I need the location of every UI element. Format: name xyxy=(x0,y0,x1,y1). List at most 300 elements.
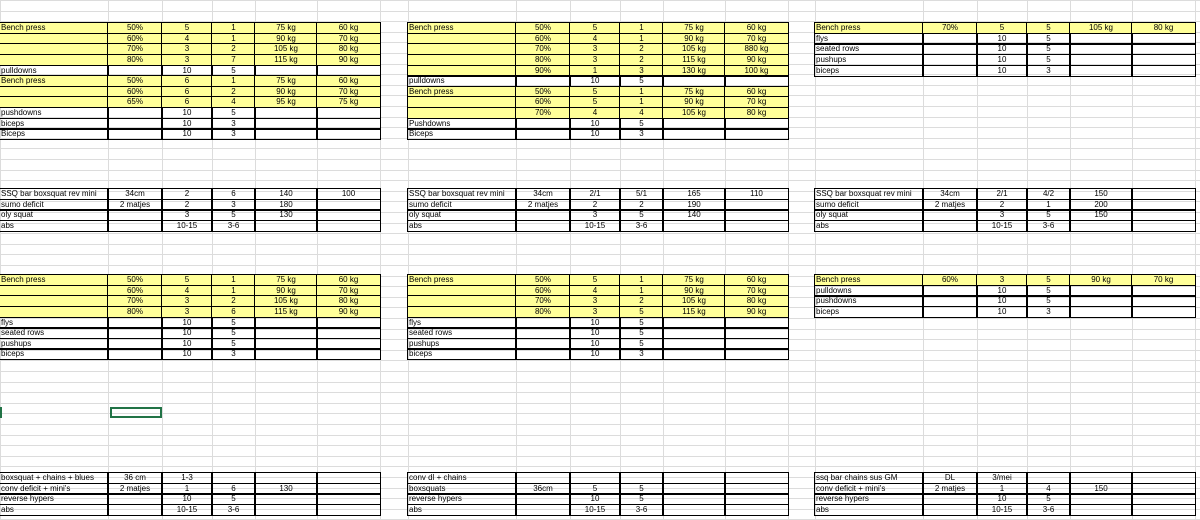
cell-wg[interactable]: 140 xyxy=(663,210,725,220)
cell-name[interactable] xyxy=(0,97,108,107)
cell-wk[interactable] xyxy=(317,349,380,359)
cell-wg[interactable]: 190 xyxy=(663,200,725,210)
cell-wg[interactable] xyxy=(1070,473,1132,483)
cell-reps[interactable]: 10 xyxy=(162,108,212,118)
cell-p[interactable] xyxy=(923,307,977,317)
cell-p[interactable]: 70% xyxy=(516,108,570,118)
cell-name[interactable]: biceps xyxy=(408,349,516,359)
cell-wg[interactable] xyxy=(1070,494,1132,504)
cell-sets[interactable]: 5 xyxy=(212,210,255,220)
cell-wg[interactable] xyxy=(663,339,725,349)
cell-wk[interactable]: 75 kg xyxy=(317,97,380,107)
cell-reps[interactable]: 10 xyxy=(570,76,620,86)
cell-reps[interactable]: 2/1 xyxy=(570,189,620,199)
cell-wg[interactable] xyxy=(255,318,317,328)
cell-p[interactable]: 70% xyxy=(516,44,570,54)
cell-sets[interactable]: 1 xyxy=(212,286,255,296)
cell-p[interactable]: 36cm xyxy=(516,484,570,494)
cell-wg[interactable] xyxy=(255,339,317,349)
cell-sets[interactable]: 2 xyxy=(620,296,663,306)
cell-sets[interactable]: 1 xyxy=(1027,200,1070,210)
cell-wk[interactable] xyxy=(1132,484,1195,494)
cell-p[interactable]: 70% xyxy=(108,44,162,54)
cell-name[interactable] xyxy=(0,44,108,54)
cell-sets[interactable]: 5 xyxy=(620,339,663,349)
cell-p[interactable]: 34cm xyxy=(516,189,570,199)
cell-wk[interactable] xyxy=(725,221,788,231)
cell-wk[interactable] xyxy=(317,318,380,328)
cell-wg[interactable]: 115 kg xyxy=(663,55,725,65)
cell-wg[interactable] xyxy=(1070,55,1132,65)
cell-p[interactable]: 2 matjes xyxy=(923,200,977,210)
cell-wg[interactable] xyxy=(1070,505,1132,515)
cell-wk[interactable] xyxy=(1132,473,1195,483)
cell-reps[interactable]: 10 xyxy=(570,328,620,338)
cell-p[interactable]: 60% xyxy=(923,275,977,285)
cell-p[interactable] xyxy=(923,296,977,306)
cell-sets[interactable]: 1 xyxy=(620,97,663,107)
cell-reps[interactable]: 10 xyxy=(977,44,1027,54)
cell-name[interactable]: biceps xyxy=(815,66,923,76)
cell-reps[interactable]: 10 xyxy=(162,339,212,349)
cell-reps[interactable]: 6 xyxy=(162,97,212,107)
cell-sets[interactable]: 3 xyxy=(212,349,255,359)
cell-sets[interactable]: 5 xyxy=(1027,494,1070,504)
cell-name[interactable]: oly squat xyxy=(815,210,923,220)
cell-sets[interactable]: 2 xyxy=(212,87,255,97)
cell-p[interactable] xyxy=(923,494,977,504)
cell-name[interactable]: pulldowns xyxy=(0,66,108,76)
cell-p[interactable]: 80% xyxy=(108,307,162,317)
cell-reps[interactable]: 4 xyxy=(162,286,212,296)
cell-wk[interactable]: 100 xyxy=(317,189,380,199)
cell-name[interactable]: Bench press xyxy=(408,23,516,33)
cell-sets[interactable]: 3 xyxy=(620,349,663,359)
cell-sets[interactable]: 5 xyxy=(1027,296,1070,306)
cell-reps[interactable]: 10 xyxy=(570,129,620,139)
cell-sets[interactable]: 5 xyxy=(620,318,663,328)
cell-p[interactable]: 34cm xyxy=(923,189,977,199)
cell-reps[interactable]: 10 xyxy=(977,34,1027,44)
cell-reps[interactable]: 5 xyxy=(570,87,620,97)
cell-wg[interactable]: 90 kg xyxy=(663,34,725,44)
cell-p[interactable] xyxy=(108,129,162,139)
cell-reps[interactable]: 2 xyxy=(162,189,212,199)
cell-name[interactable]: abs xyxy=(815,505,923,515)
cell-wk[interactable] xyxy=(317,119,380,129)
cell-name[interactable] xyxy=(408,108,516,118)
cell-p[interactable] xyxy=(516,349,570,359)
cell-reps[interactable]: 10 xyxy=(977,66,1027,76)
cell-name[interactable]: sumo deficit xyxy=(815,200,923,210)
cell-sets[interactable]: 3 xyxy=(620,129,663,139)
cell-wg[interactable]: 130 xyxy=(255,210,317,220)
cell-reps[interactable]: 5 xyxy=(570,275,620,285)
cell-wk[interactable]: 90 kg xyxy=(317,307,380,317)
cell-reps[interactable]: 3 xyxy=(162,44,212,54)
cell-name[interactable]: SSQ bar boxsquat rev mini xyxy=(0,189,108,199)
cell-sets[interactable]: 1 xyxy=(620,275,663,285)
cell-p[interactable] xyxy=(923,34,977,44)
cell-wk[interactable] xyxy=(725,473,788,483)
cell-sets[interactable]: 2 xyxy=(620,44,663,54)
cell-name[interactable]: conv deficit + mini's xyxy=(0,484,108,494)
cell-name[interactable]: SSQ bar boxsquat rev mini xyxy=(408,189,516,199)
cell-p[interactable] xyxy=(923,44,977,54)
cell-wg[interactable] xyxy=(663,505,725,515)
cell-name[interactable]: conv deficit + mini's xyxy=(815,484,923,494)
cell-name[interactable] xyxy=(408,97,516,107)
cell-wg[interactable]: 90 kg xyxy=(255,34,317,44)
cell-reps[interactable]: 10 xyxy=(162,66,212,76)
cell-wk[interactable]: 80 kg xyxy=(317,44,380,54)
cell-name[interactable]: oly squat xyxy=(408,210,516,220)
cell-name[interactable]: oly squat xyxy=(0,210,108,220)
cell-name[interactable] xyxy=(0,34,108,44)
cell-reps[interactable]: 3 xyxy=(162,210,212,220)
cell-reps[interactable]: 5 xyxy=(162,23,212,33)
cell-name[interactable]: flys xyxy=(408,318,516,328)
cell-sets[interactable]: 3-6 xyxy=(620,221,663,231)
cell-sets[interactable]: 5 xyxy=(1027,286,1070,296)
cell-p[interactable]: 60% xyxy=(108,87,162,97)
cell-reps[interactable]: 3 xyxy=(570,296,620,306)
cell-reps[interactable]: 1 xyxy=(162,484,212,494)
cell-reps[interactable]: 4 xyxy=(570,108,620,118)
cell-reps[interactable]: 10 xyxy=(162,349,212,359)
cell-wg[interactable] xyxy=(255,328,317,338)
cell-wg[interactable] xyxy=(663,318,725,328)
cell-reps[interactable]: 10 xyxy=(977,55,1027,65)
cell-wk[interactable] xyxy=(1132,296,1195,306)
cell-sets[interactable]: 1 xyxy=(212,76,255,86)
cell-wg[interactable] xyxy=(255,505,317,515)
cell-sets[interactable]: 5 xyxy=(212,328,255,338)
cell-p[interactable] xyxy=(516,505,570,515)
cell-p[interactable] xyxy=(108,349,162,359)
cell-p[interactable]: 2 matjes xyxy=(516,200,570,210)
cell-reps[interactable]: 2 xyxy=(570,200,620,210)
cell-reps[interactable]: 2/1 xyxy=(977,189,1027,199)
cell-wg[interactable]: 105 kg xyxy=(663,44,725,54)
cell-sets[interactable]: 1 xyxy=(212,275,255,285)
cell-wk[interactable] xyxy=(317,210,380,220)
cell-wk[interactable]: 70 kg xyxy=(317,286,380,296)
cell-wg[interactable]: 90 kg xyxy=(663,286,725,296)
cell-wk[interactable]: 90 kg xyxy=(725,55,788,65)
cell-name[interactable]: abs xyxy=(0,505,108,515)
cell-p[interactable] xyxy=(923,210,977,220)
cell-name[interactable]: Bench press xyxy=(815,275,923,285)
cell-name[interactable]: reverse hypers xyxy=(815,494,923,504)
selected-cell[interactable] xyxy=(110,407,162,418)
cell-p[interactable] xyxy=(516,129,570,139)
cell-wg[interactable]: 105 kg xyxy=(663,108,725,118)
cell-p[interactable]: 60% xyxy=(516,34,570,44)
cell-p[interactable] xyxy=(516,318,570,328)
cell-name[interactable] xyxy=(0,87,108,97)
cell-name[interactable] xyxy=(408,66,516,76)
cell-p[interactable] xyxy=(108,119,162,129)
cell-reps[interactable]: 1 xyxy=(977,484,1027,494)
cell-sets[interactable]: 5 xyxy=(620,210,663,220)
cell-sets[interactable]: 3-6 xyxy=(1027,505,1070,515)
cell-sets[interactable]: 5 xyxy=(1027,44,1070,54)
cell-reps[interactable]: 6 xyxy=(162,87,212,97)
cell-reps[interactable]: 3 xyxy=(162,296,212,306)
cell-wk[interactable]: 70 kg xyxy=(725,34,788,44)
cell-wg[interactable] xyxy=(255,66,317,76)
cell-reps[interactable]: 10 xyxy=(977,307,1027,317)
cell-sets[interactable]: 3-6 xyxy=(212,505,255,515)
cell-p[interactable] xyxy=(108,339,162,349)
cell-wk[interactable] xyxy=(725,318,788,328)
cell-p[interactable] xyxy=(923,55,977,65)
cell-wg[interactable] xyxy=(663,494,725,504)
cell-sets[interactable]: 3-6 xyxy=(1027,221,1070,231)
cell-reps[interactable]: 5 xyxy=(570,97,620,107)
cell-wk[interactable] xyxy=(725,210,788,220)
cell-wg[interactable]: 130 kg xyxy=(663,66,725,76)
cell-wg[interactable]: 115 kg xyxy=(663,307,725,317)
cell-name[interactable] xyxy=(0,307,108,317)
cell-sets[interactable]: 3 xyxy=(620,66,663,76)
cell-reps[interactable]: 10 xyxy=(570,119,620,129)
cell-wg[interactable] xyxy=(663,119,725,129)
cell-name[interactable]: seated rows xyxy=(815,44,923,54)
cell-wk[interactable] xyxy=(317,473,380,483)
cell-wg[interactable]: 95 kg xyxy=(255,97,317,107)
cell-wk[interactable] xyxy=(1132,66,1195,76)
cell-wk[interactable] xyxy=(317,484,380,494)
cell-reps[interactable]: 10 xyxy=(162,129,212,139)
cell-p[interactable]: 50% xyxy=(108,275,162,285)
cell-name[interactable]: Biceps xyxy=(408,129,516,139)
cell-sets[interactable]: 4 xyxy=(212,97,255,107)
cell-sets[interactable]: 1 xyxy=(620,23,663,33)
cell-name[interactable] xyxy=(408,307,516,317)
cell-p[interactable] xyxy=(516,76,570,86)
cell-name[interactable]: pulldowns xyxy=(408,76,516,86)
cell-reps[interactable]: 10 xyxy=(570,349,620,359)
cell-wk[interactable] xyxy=(725,328,788,338)
cell-sets[interactable]: 5 xyxy=(620,494,663,504)
cell-name[interactable]: ssq bar chains sus GM xyxy=(815,473,923,483)
cell-reps[interactable]: 2 xyxy=(162,200,212,210)
cell-wg[interactable] xyxy=(255,473,317,483)
cell-wk[interactable] xyxy=(317,66,380,76)
cell-p[interactable] xyxy=(108,108,162,118)
cell-p[interactable]: 2 matjes xyxy=(108,484,162,494)
cell-wk[interactable] xyxy=(1132,44,1195,54)
cell-reps[interactable]: 3 xyxy=(570,210,620,220)
cell-reps[interactable]: 3 xyxy=(977,275,1027,285)
cell-p[interactable] xyxy=(516,119,570,129)
cell-wg[interactable]: 150 xyxy=(1070,484,1132,494)
cell-sets[interactable]: 1 xyxy=(620,87,663,97)
cell-wg[interactable] xyxy=(663,76,725,86)
cell-name[interactable] xyxy=(0,286,108,296)
cell-wg[interactable]: 105 kg xyxy=(1070,23,1132,33)
cell-p[interactable] xyxy=(108,505,162,515)
cell-wk[interactable]: 70 kg xyxy=(725,97,788,107)
cell-reps[interactable]: 1-3 xyxy=(162,473,212,483)
cell-wg[interactable]: 90 kg xyxy=(255,286,317,296)
cell-wk[interactable]: 60 kg xyxy=(725,23,788,33)
cell-sets[interactable]: 5 xyxy=(1027,210,1070,220)
cell-wk[interactable]: 70 kg xyxy=(317,34,380,44)
cell-wg[interactable] xyxy=(1070,307,1132,317)
cell-name[interactable]: reverse hypers xyxy=(408,494,516,504)
cell-wg[interactable] xyxy=(1070,44,1132,54)
cell-sets[interactable]: 5 xyxy=(620,307,663,317)
cell-wg[interactable] xyxy=(1070,296,1132,306)
cell-sets[interactable]: 4 xyxy=(620,108,663,118)
cell-reps[interactable]: 3 xyxy=(162,307,212,317)
cell-sets[interactable]: 5 xyxy=(212,339,255,349)
cell-sets[interactable]: 5 xyxy=(620,76,663,86)
cell-sets[interactable]: 5 xyxy=(1027,23,1070,33)
cell-p[interactable] xyxy=(108,210,162,220)
cell-p[interactable]: 80% xyxy=(108,55,162,65)
cell-name[interactable] xyxy=(408,296,516,306)
cell-wk[interactable] xyxy=(1132,221,1195,231)
cell-wg[interactable]: 150 xyxy=(1070,210,1132,220)
cell-reps[interactable]: 5 xyxy=(570,484,620,494)
cell-reps[interactable]: 10 xyxy=(977,286,1027,296)
cell-wk[interactable]: 80 kg xyxy=(725,296,788,306)
cell-name[interactable]: pushups xyxy=(0,339,108,349)
cell-p[interactable] xyxy=(516,473,570,483)
cell-wg[interactable] xyxy=(1070,286,1132,296)
cell-wk[interactable]: 90 kg xyxy=(317,55,380,65)
cell-name[interactable] xyxy=(0,55,108,65)
cell-sets[interactable]: 5 xyxy=(212,108,255,118)
cell-reps[interactable]: 4 xyxy=(570,34,620,44)
cell-wg[interactable]: 200 xyxy=(1070,200,1132,210)
cell-wg[interactable]: 140 xyxy=(255,189,317,199)
cell-wk[interactable] xyxy=(725,76,788,86)
cell-wk[interactable] xyxy=(725,505,788,515)
cell-name[interactable]: pushdowns xyxy=(0,108,108,118)
cell-reps[interactable]: 10-15 xyxy=(162,505,212,515)
cell-name[interactable]: Pushdowns xyxy=(408,119,516,129)
cell-wk[interactable]: 60 kg xyxy=(317,275,380,285)
cell-name[interactable]: seated rows xyxy=(408,328,516,338)
cell-wg[interactable] xyxy=(255,129,317,139)
cell-wk[interactable]: 80 kg xyxy=(1132,23,1195,33)
cell-p[interactable] xyxy=(923,505,977,515)
cell-wk[interactable] xyxy=(1132,55,1195,65)
cell-sets[interactable]: 3 xyxy=(212,200,255,210)
cell-wg[interactable] xyxy=(663,473,725,483)
cell-sets[interactable] xyxy=(212,473,255,483)
cell-reps[interactable]: 5 xyxy=(977,23,1027,33)
cell-name[interactable]: biceps xyxy=(815,307,923,317)
cell-name[interactable]: boxsquats xyxy=(408,484,516,494)
cell-reps[interactable]: 2 xyxy=(977,200,1027,210)
cell-name[interactable]: pushups xyxy=(815,55,923,65)
cell-sets[interactable]: 5 xyxy=(212,66,255,76)
cell-name[interactable]: Bench press xyxy=(0,76,108,86)
cell-p[interactable]: 80% xyxy=(516,55,570,65)
cell-wg[interactable] xyxy=(255,349,317,359)
cell-wg[interactable]: 75 kg xyxy=(663,87,725,97)
cell-p[interactable] xyxy=(108,494,162,504)
cell-p[interactable]: DL xyxy=(923,473,977,483)
cell-wg[interactable]: 150 xyxy=(1070,189,1132,199)
cell-wk[interactable]: 90 kg xyxy=(725,307,788,317)
cell-wk[interactable] xyxy=(1132,307,1195,317)
cell-wk[interactable]: 110 xyxy=(725,189,788,199)
cell-name[interactable]: pushdowns xyxy=(815,296,923,306)
cell-name[interactable] xyxy=(408,34,516,44)
cell-wg[interactable] xyxy=(255,221,317,231)
cell-name[interactable]: sumo deficit xyxy=(0,200,108,210)
cell-wg[interactable] xyxy=(1070,34,1132,44)
cell-wk[interactable] xyxy=(1132,34,1195,44)
cell-p[interactable]: 50% xyxy=(516,87,570,97)
cell-sets[interactable]: 5 xyxy=(620,119,663,129)
cell-wk[interactable]: 60 kg xyxy=(725,275,788,285)
cell-wg[interactable] xyxy=(1070,221,1132,231)
cell-p[interactable]: 50% xyxy=(108,76,162,86)
cell-sets[interactable]: 5 xyxy=(620,484,663,494)
cell-sets[interactable]: 5 xyxy=(1027,34,1070,44)
cell-p[interactable] xyxy=(108,66,162,76)
cell-name[interactable]: pulldowns xyxy=(815,286,923,296)
cell-wg[interactable]: 105 kg xyxy=(255,44,317,54)
cell-reps[interactable]: 6 xyxy=(162,76,212,86)
cell-reps[interactable]: 3/mei xyxy=(977,473,1027,483)
cell-reps[interactable]: 4 xyxy=(162,34,212,44)
cell-name[interactable] xyxy=(408,55,516,65)
cell-p[interactable] xyxy=(516,221,570,231)
cell-p[interactable]: 34cm xyxy=(108,189,162,199)
cell-p[interactable]: 60% xyxy=(108,34,162,44)
cell-reps[interactable]: 10 xyxy=(162,494,212,504)
cell-wg[interactable] xyxy=(663,484,725,494)
cell-reps[interactable]: 10 xyxy=(570,339,620,349)
cell-wk[interactable] xyxy=(317,339,380,349)
cell-sets[interactable]: 1 xyxy=(212,34,255,44)
cell-wg[interactable] xyxy=(255,108,317,118)
cell-wk[interactable] xyxy=(317,221,380,231)
cell-p[interactable]: 70% xyxy=(108,296,162,306)
cell-name[interactable] xyxy=(408,44,516,54)
cell-wg[interactable]: 130 xyxy=(255,484,317,494)
cell-wg[interactable] xyxy=(255,119,317,129)
cell-name[interactable]: pushups xyxy=(408,339,516,349)
cell-wk[interactable] xyxy=(1132,189,1195,199)
cell-sets[interactable]: 3 xyxy=(212,119,255,129)
cell-p[interactable] xyxy=(923,66,977,76)
cell-wg[interactable] xyxy=(1070,66,1132,76)
cell-sets[interactable]: 2 xyxy=(620,200,663,210)
cell-wg[interactable]: 180 xyxy=(255,200,317,210)
cell-sets[interactable]: 3 xyxy=(1027,307,1070,317)
cell-p[interactable]: 50% xyxy=(516,275,570,285)
cell-wk[interactable]: 70 kg xyxy=(1132,275,1195,285)
cell-name[interactable]: seated rows xyxy=(0,328,108,338)
cell-wg[interactable]: 75 kg xyxy=(255,76,317,86)
cell-wg[interactable]: 165 xyxy=(663,189,725,199)
cell-name[interactable] xyxy=(0,296,108,306)
cell-wk[interactable] xyxy=(725,200,788,210)
cell-wg[interactable] xyxy=(663,328,725,338)
cell-sets[interactable]: 6 xyxy=(212,484,255,494)
cell-p[interactable] xyxy=(923,221,977,231)
